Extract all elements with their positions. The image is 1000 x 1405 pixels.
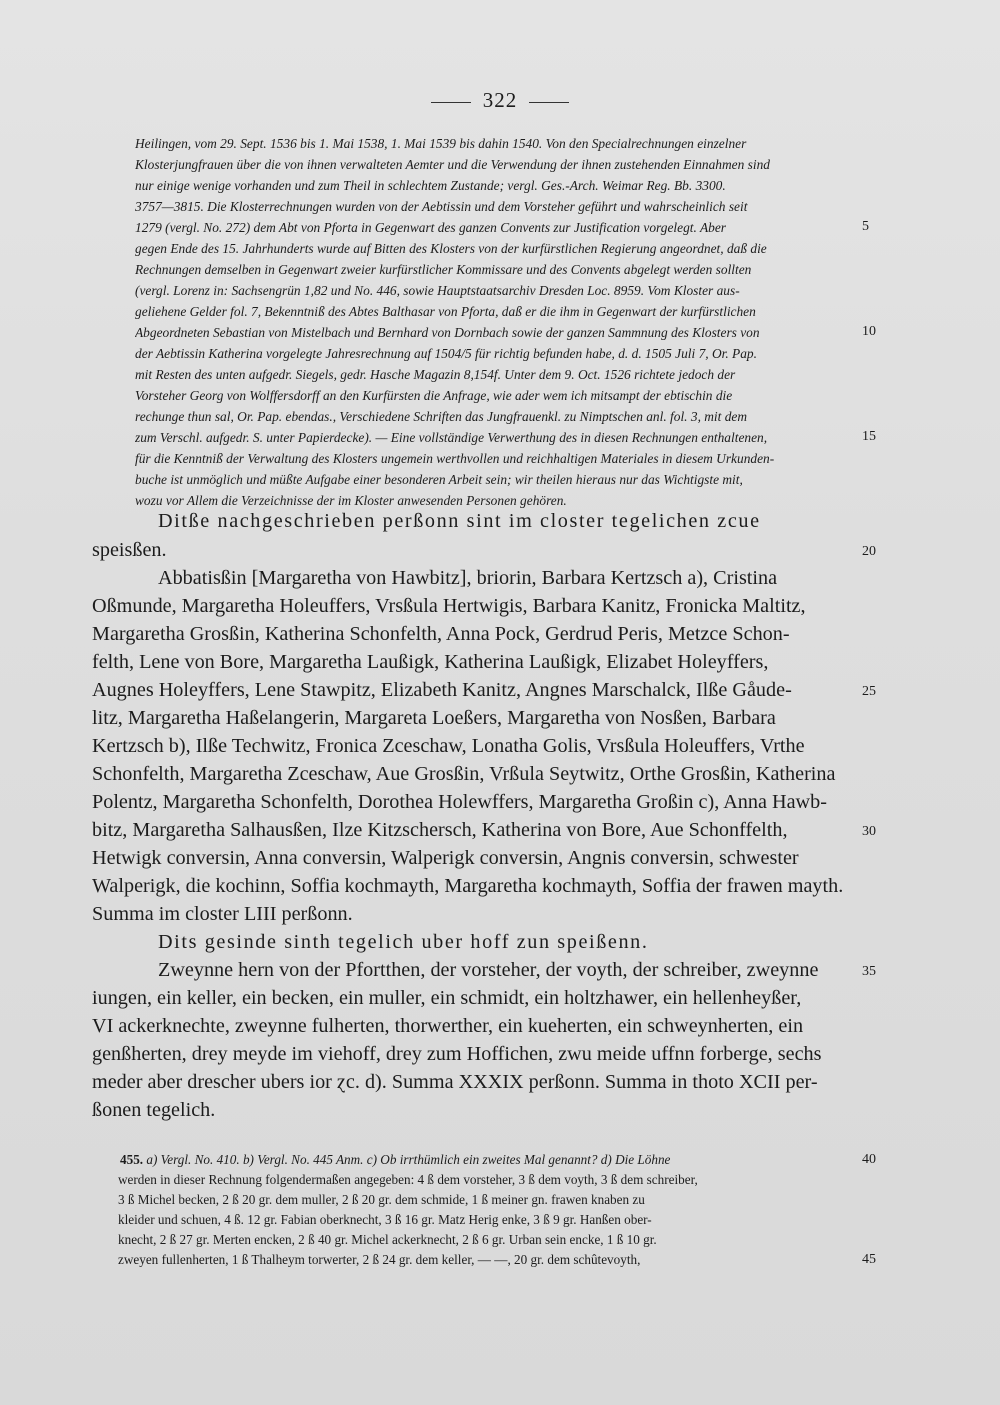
line-number: 25 — [862, 684, 876, 699]
main-line: Polentz, Margaretha Schonfelth, Dorothea Holewffers, Margaretha Großin c), Anna Hawb- — [92, 791, 827, 813]
main-line: Kertzsch b), Ilße Techwitz, Fronica Zceschaw, Lonatha Golis, Vrsßula Holeuffers, Vrthe — [92, 735, 805, 757]
page-header — [0, 88, 1000, 113]
main-line: Margaretha Grosßin, Katherina Schonfelth, Anna Pock, Gerdrud Peris, Metzce Schon- — [92, 623, 790, 645]
main-line: Schonfelth, Margaretha Zceschaw, Aue Grosßin, Vrßula Seytwitz, Orthe Grosßin, Katherina — [92, 763, 836, 785]
intro-line: Klosterjungfrauen über die von ihnen verwalteten Aemter und die Verwendung der ihnen zustehenden Einnahmen sind — [135, 157, 770, 172]
intro-line: der Aebtissin Katherina vorgelegte Jahresrechnung auf 1504/5 für richtig befunden habe, d. d. 1505 Juli 7, Or. Pap. — [135, 346, 757, 361]
footnote-number: 455. — [120, 1152, 144, 1167]
footnote-line: knecht, 2 ß 27 gr. Merten encken, 2 ß 40 gr. Michel ackerknecht, 2 ß 6 gr. Urban sein encke, 1 ß 10 gr. — [118, 1232, 657, 1247]
intro-line: gegen Ende des 15. Jahrhunderts wurde auf Bitten des Klosters von der kurfürstlichen Regierung angeordnet, daß die — [135, 241, 767, 256]
intro-line: Vorsteher Georg von Wolffersdorff an den Kurfürsten die Anfrage, wie ader wem ich mitsampt der ebtischin die — [135, 388, 733, 403]
intro-line: Rechnungen demselben in Gegenwart zweier kurfürstlicher Kommissare und des Convents abgelegt werden sollten — [135, 262, 752, 277]
header-rule-left — [431, 102, 471, 103]
intro-line: mit Resten des unten aufgedr. Siegels, gedr. Hasche Magazin 8,154f. Unter dem 9. Oct. 1526 richtete jedoch der — [135, 367, 736, 382]
footnote-line: 3 ß Michel becken, 2 ß 20 gr. dem muller, 2 ß 20 gr. dem schmide, 1 ß meiner gn. frawen knaben zu — [118, 1192, 645, 1207]
main-line: Zweynne hern von der Pfortthen, der vorsteher, der voyth, der schreiber, zweynne — [158, 959, 819, 981]
footnote-line: werden in dieser Rechnung folgendermaßen angegeben: 4 ß dem vorsteher, 3 ß dem voyth, 3 ß dem schreiber, — [118, 1172, 698, 1187]
footnote-line — [120, 1152, 865, 1168]
line-number: 5 — [862, 219, 869, 234]
page-number: 322 — [482, 88, 518, 112]
main-line: Abbatisßin [Margaretha von Hawbitz], briorin, Barbara Kertzsch a), Cristina — [158, 567, 778, 589]
line-number: 40 — [862, 1152, 876, 1167]
footnote-line: zweyen fullenherten, 1 ß Thalheym torwerter, 2 ß 24 gr. dem keller, — —, 20 gr. dem schûtevoyth, — [118, 1252, 641, 1267]
main-line: Hetwigk conversin, Anna conversin, Walperigk conversin, Angnis conversin, schwester — [92, 847, 799, 869]
main-line: speisßen. — [92, 539, 167, 561]
line-number: 10 — [862, 324, 876, 339]
main-line: Oßmunde, Margaretha Holeuffers, Vrsßula Hertwigis, Barbara Kanitz, Fronicka Maltitz, — [92, 595, 806, 617]
intro-line: zum Verschl. aufgedr. S. unter Papierdecke). — Eine vollständige Verwerthung des in diesen Rechnungen enthaltenen, — [135, 430, 768, 445]
main-line: ßonen tegelich. — [92, 1099, 216, 1121]
intro-line: rechunge thun sal, Or. Pap. ebendas., Verschiedene Schriften das Jungfrauenkl. zu Nimptschen anl. fol. 3, mit dem — [135, 409, 748, 424]
footnote-text: a) Vergl. No. 410. b) Vergl. No. 445 Anm. c) Ob irrthümlich ein zweites Mal genannt? d) Die Löhne — [146, 1152, 671, 1167]
line-number: 30 — [862, 824, 876, 839]
main-line: litz, Margaretha Haßelangerin, Margareta Loeßers, Margaretha von Nosßen, Barbara — [92, 707, 776, 729]
intro-line: Abgeordneten Sebastian von Mistelbach und Bernhard von Dornbach sowie der ganzen Sammnung des Klosters von — [135, 325, 760, 340]
intro-line: Heilingen, vom 29. Sept. 1536 bis 1. Mai 1538, 1. Mai 1539 bis dahin 1540. Von den Specialrechnungen einzelner — [135, 136, 747, 151]
main-line: VI ackerknechte, zweynne fulherten, thorwerther, ein kueherten, ein schweynherten, ein — [92, 1015, 804, 1037]
line-number: 35 — [862, 964, 876, 979]
section-heading: Ditße nachgeschrieben perßonn sint im closter tegelichen zcue — [158, 510, 761, 532]
main-line: genßherten, drey meyde im viehoff, drey zum Hoffichen, zwu meide uffnn forberge, sechs — [92, 1043, 822, 1065]
line-number: 15 — [862, 429, 876, 444]
line-number: 45 — [862, 1252, 876, 1267]
footnote-line: kleider und schuen, 4 ß. 12 gr. Fabian oberknecht, 3 ß 16 gr. Matz Herig enke, 3 ß 9 gr. Hanßen ober- — [118, 1212, 652, 1227]
intro-line: wozu vor Allem die Verzeichnisse der im Kloster anwesenden Personen gehören. — [135, 493, 567, 508]
main-line: Augnes Holeyffers, Lene Stawpitz, Elizabeth Kanitz, Angnes Marschalck, Ilße Gåude- — [92, 679, 792, 701]
intro-line: geliehene Gelder fol. 7, Bekenntniß des Abtes Balthasar von Pforta, daß er die ihm in Gegenwart der kurfürstlichen — [135, 304, 756, 319]
intro-line: für die Kenntniß der Verwaltung des Klosters ungemein werthvollen und reichhaltigen Materiales in diesem Urkunden- — [135, 451, 775, 466]
main-line: felth, Lene von Bore, Margaretha Laußigk, Katherina Laußigk, Elizabet Holeyffers, — [92, 651, 769, 673]
main-line: Summa im closter LIII perßonn. — [92, 903, 353, 925]
header-rule-right — [529, 102, 569, 103]
intro-line: nur einige wenige vorhanden und zum Theil in schlechtem Zustande; vergl. Ges.-Arch. Weimar Reg. Bb. 3300. — [135, 178, 726, 193]
main-line: bitz, Margaretha Salhausßen, Ilze Kitzschersch, Katherina von Bore, Aue Schonffelth, — [92, 819, 788, 841]
intro-line: buche ist unmöglich und müßte Aufgabe einer besonderen Arbeit sein; wir theilen hieraus nur das Wichtigste mit, — [135, 472, 743, 487]
section-heading: Dits gesinde sinth tegelich uber hoff zun speißenn. — [158, 931, 649, 953]
main-line: meder aber drescher ubers ior ɀc. d). Summa XXXIX perßonn. Summa in thoto XCII per- — [92, 1071, 818, 1093]
main-line: Walperigk, die kochinn, Soffia kochmayth, Margaretha kochmayth, Soffia der frawen mayth. — [92, 875, 844, 897]
intro-line: 3757—3815. Die Klosterrechnungen wurden von der Aebtissin und dem Vorsteher geführt und wahrscheinlich seit — [135, 199, 748, 214]
intro-line: 1279 (vergl. No. 272) dem Abt von Pforta in Gegenwart des ganzen Convents zur Justification vorgelegt. Aber — [135, 220, 726, 235]
intro-line: (vergl. Lorenz in: Sachsengrün 1,82 und No. 446, sowie Hauptstaatsarchiv Dresden Loc. 8959. Vom Kloster aus- — [135, 283, 740, 298]
main-line: iungen, ein keller, ein becken, ein muller, ein schmidt, ein holtzhawer, ein hellenheyßer, — [92, 987, 802, 1009]
line-number: 20 — [862, 544, 876, 559]
